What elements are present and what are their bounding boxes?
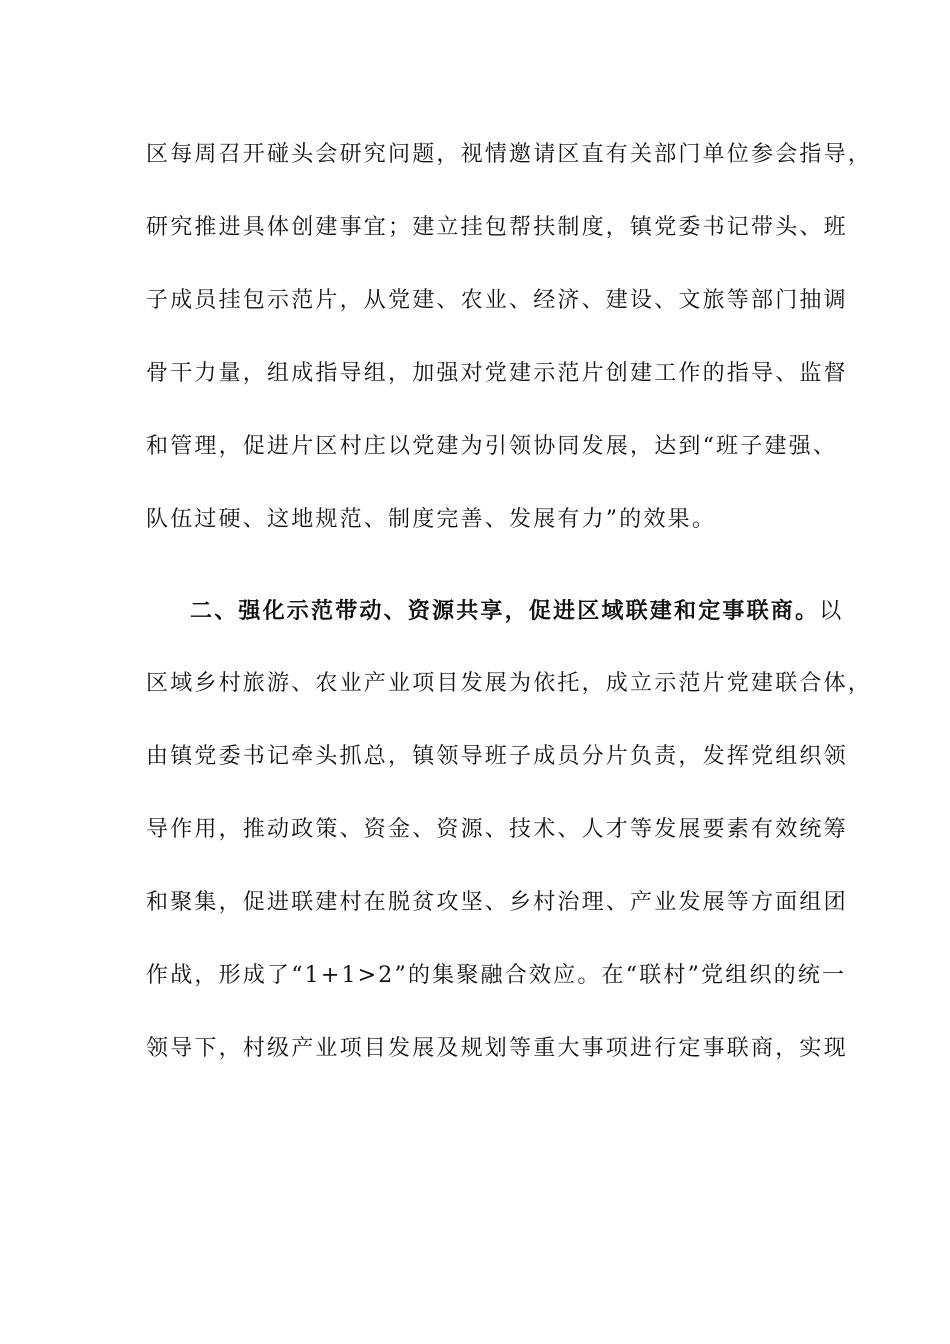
paragraph-line: 导作用，推动政策、资金、资源、技术、人才等发展要素有效统筹 xyxy=(146,817,848,842)
paragraph-line: 作战，形成了“1+1>2”的集聚融合效应。在“联村”党组织的统一 xyxy=(146,963,847,988)
paragraph-line: 由镇党委书记牵头抓总，镇领导班子成员分片负责，发挥党组织领 xyxy=(146,744,848,769)
paragraph-line: 区域乡村旅游、农业产业项目发展为依托，成立示范片党建联合体， xyxy=(146,671,873,696)
section-heading-line xyxy=(190,596,844,627)
heading-tail-text: 以 xyxy=(819,599,844,624)
paragraph-line: 领导下，村级产业项目发展及规划等重大事项进行定事联商，实现 xyxy=(146,1036,848,1061)
section-heading: 二、强化示范带动、资源共享，促进区域联建和定事联商。 xyxy=(190,598,820,624)
paragraph-line: 子成员挂包示范片，从党建、农业、经济、建设、文旅等部门抽调 xyxy=(146,288,848,313)
paragraph-line: 骨干力量，组成指导组，加强对党建示范片创建工作的指导、监督 xyxy=(146,361,848,386)
paragraph-line: 区每周召开碰头会研究问题，视情邀请区直有关部门单位参会指导， xyxy=(146,142,873,167)
paragraph-line: 和聚集，促进联建村在脱贫攻坚、乡村治理、产业发展等方面组团 xyxy=(146,890,848,915)
paragraph-line: 研究推进具体创建事宜；建立挂包帮扶制度，镇党委书记带头、班 xyxy=(146,215,848,240)
paragraph-line: 队伍过硬、这地规范、制度完善、发展有力”的效果。 xyxy=(146,507,717,532)
paragraph-line: 和管理，促进片区村庄以党建为引领协同发展，达到“班子建强、 xyxy=(146,434,838,459)
